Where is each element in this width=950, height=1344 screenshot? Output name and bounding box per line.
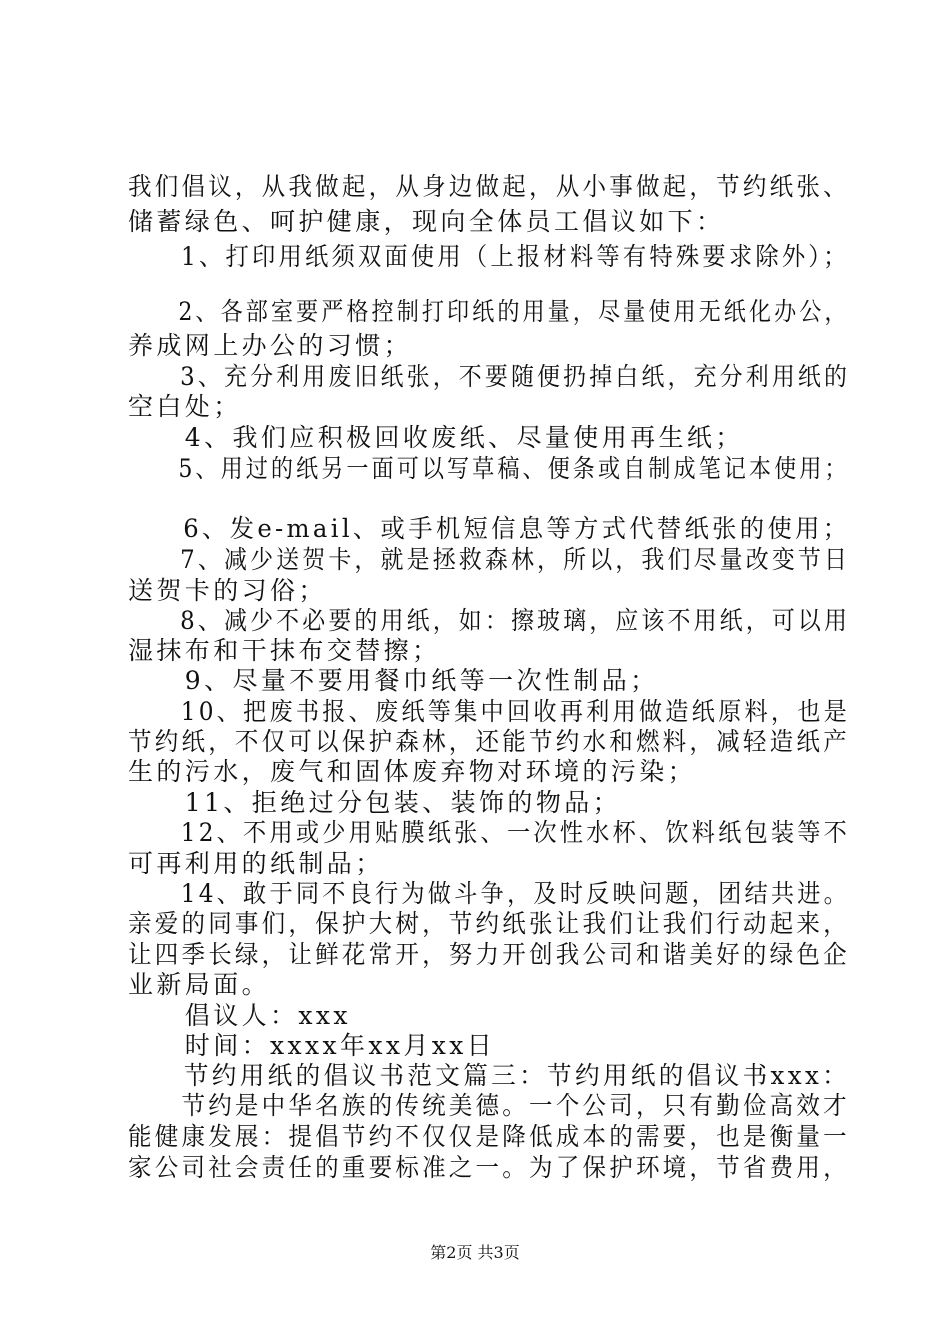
body-line: 养成网上办公的习惯；: [128, 331, 413, 360]
body-line: 时间：xxxx年xx月xx日: [128, 1031, 496, 1060]
body-line: 让四季长绿，让鲜花常开，努力开创我公司和谐美好的绿色企: [128, 940, 850, 969]
body-line: 业新局面。: [128, 970, 271, 999]
body-line: 4、我们应积极回收废纸、尽量使用再生纸；: [128, 423, 744, 452]
body-line: 2、各部室要严格控制打印纸的用量，尽量使用无纸化办公，: [128, 297, 850, 326]
body-line: 生的污水，废气和固体废弃物对环境的污染；: [128, 757, 697, 786]
body-line: 储蓄绿色、呵护健康，现向全体员工倡议如下：: [128, 207, 725, 236]
body-line: 节约是中华名族的传统美德。一个公司，只有勤俭高效才: [128, 1091, 850, 1120]
page-footer: 第2页 共3页: [430, 1243, 520, 1262]
body-line: 我们倡议，从我做起，从身边做起，从小事做起，节约纸张、: [128, 172, 850, 201]
body-line: 湿抹布和干抹布交替擦；: [128, 636, 441, 665]
body-line: 家公司社会责任的重要标准之一。为了保护环境，节省费用，: [128, 1153, 850, 1182]
body-line: 送贺卡的习俗；: [128, 576, 327, 605]
body-line: 11、拒绝过分包装、装饰的物品；: [128, 788, 622, 817]
body-line: 1、打印用纸须双面使用（上报材料等有特殊要求除外）；: [128, 242, 850, 271]
body-line: 12、不用或少用贴膜纸张、一次性水杯、饮料纸包装等不: [128, 818, 851, 847]
body-line: 空白处；: [128, 392, 242, 421]
body-line: 5、用过的纸另一面可以写草稿、便条或自制成笔记本使用；: [128, 454, 850, 483]
body-line: 3、充分利用废旧纸张，不要随便扔掉白纸，充分利用纸的: [128, 362, 851, 391]
body-line: 可再利用的纸制品；: [128, 849, 384, 878]
body-line: 6、发e-mail、或手机短信息等方式代替纸张的使用；: [128, 514, 851, 543]
body-line: 倡议人：xxx: [128, 1001, 351, 1030]
body-line: 节约纸，不仅可以保护森林，还能节约水和燃料，减轻造纸产: [128, 727, 850, 756]
body-line: 亲爱的同事们，保护大树，节约纸张让我们让我们行动起来，: [128, 909, 850, 938]
body-line: 能健康发展：提倡节约不仅仅是降低成本的需要，也是衡量一: [128, 1122, 850, 1151]
body-line: 节约用纸的倡议书范文篇三：节约用纸的倡议书xxx：: [128, 1061, 851, 1090]
body-line: 7、减少送贺卡，就是拯救森林，所以，我们尽量改变节日: [128, 545, 851, 574]
body-line: 10、把废书报、废纸等集中回收再利用做造纸原料，也是: [128, 697, 851, 726]
body-line: 8、减少不必要的用纸，如：擦玻璃，应该不用纸，可以用: [128, 606, 851, 635]
body-line: 9、尽量不要用餐巾纸等一次性制品；: [128, 666, 659, 695]
body-line: 14、敢于同不良行为做斗争，及时反映问题，团结共进。: [128, 879, 851, 908]
